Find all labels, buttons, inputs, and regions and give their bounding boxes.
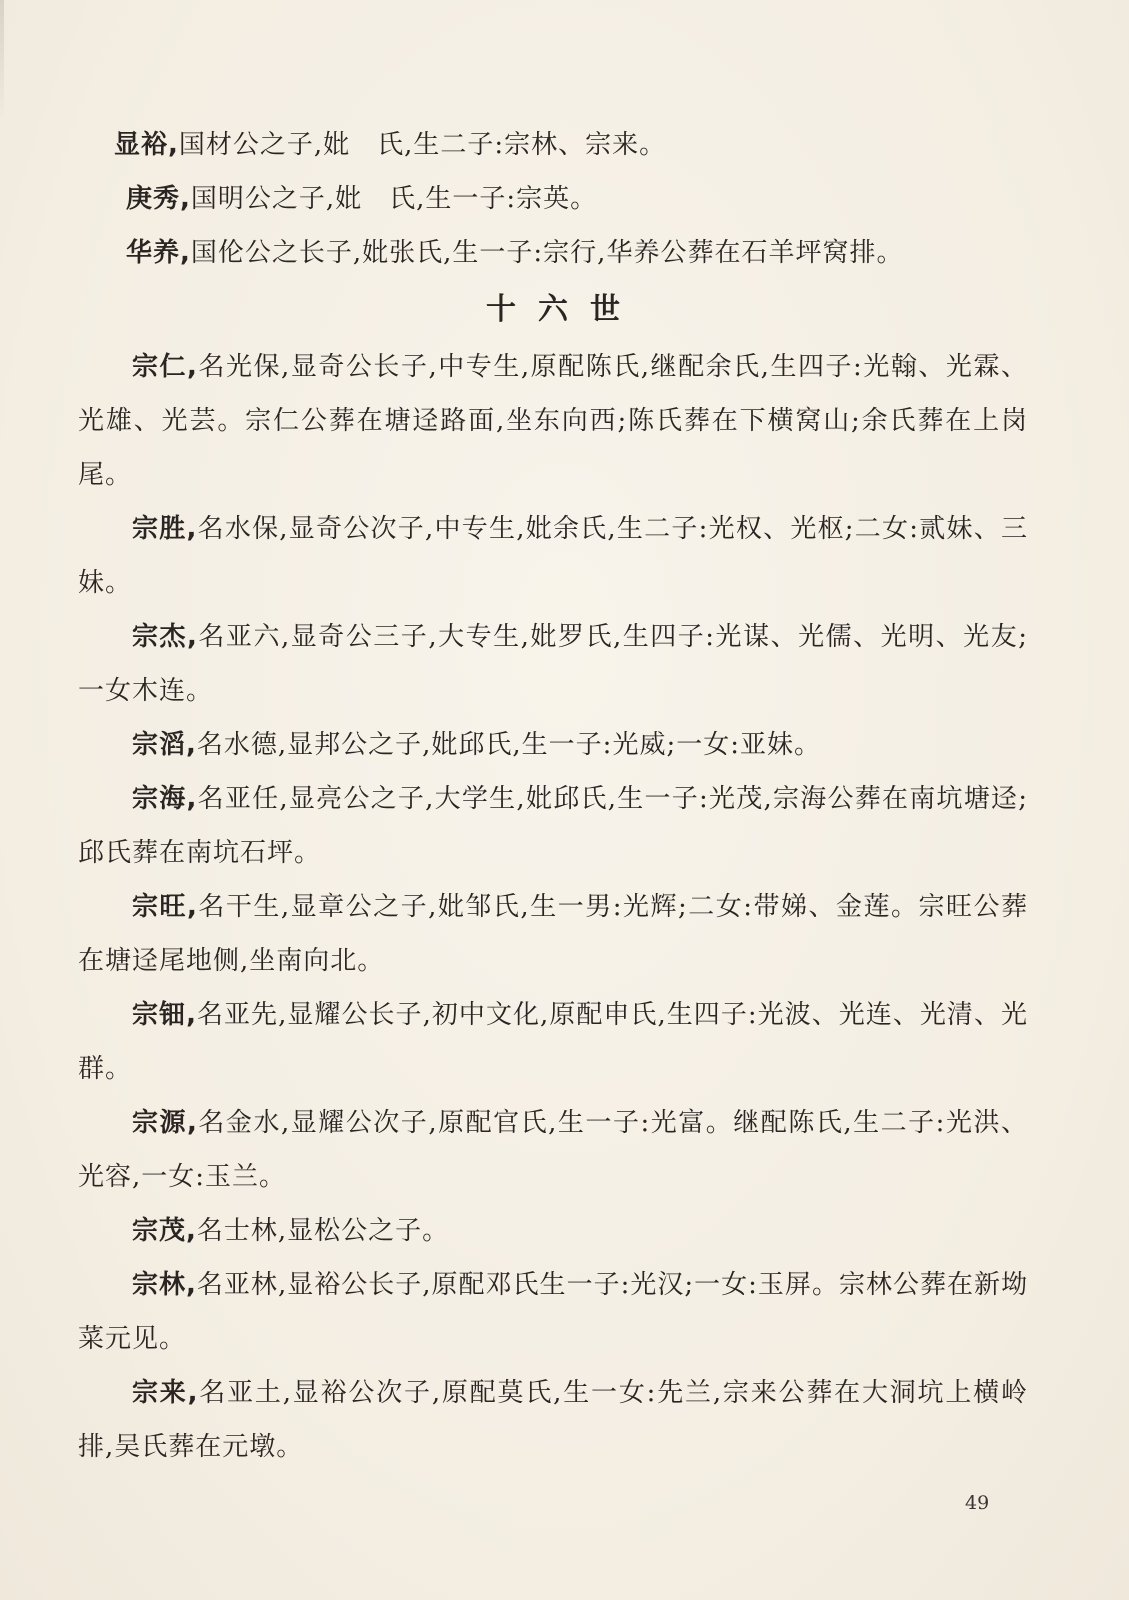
entry-name: 宗滔,	[132, 730, 197, 760]
entry-name: 庚秀,	[126, 184, 191, 214]
entry-name: 华养,	[126, 238, 191, 268]
genealogy-entry	[78, 610, 1028, 718]
sixteenth-generation-entries	[78, 340, 1028, 1474]
entry-text: 名亚任,显亮公之子,大学生,妣邱氏,生一子:光茂,宗海公葬在南坑塘迳;邱氏葬在南坑石坪。	[78, 784, 1028, 868]
entry-name: 宗钿,	[132, 1000, 197, 1030]
genealogy-entry	[78, 772, 1028, 880]
entry-name: 宗胜,	[132, 514, 198, 544]
entry-text: 国材公之子,妣 氏,生二子:宗林、宗来。	[178, 130, 667, 160]
entry-text: 名亚先,显耀公长子,初中文化,原配申氏,生四子:光波、光连、光清、光群。	[78, 1000, 1028, 1084]
genealogy-entry	[78, 718, 1028, 772]
genealogy-entry	[78, 988, 1028, 1096]
entry-text: 名士林,显松公之子。	[196, 1216, 450, 1246]
entry-text: 名干生,显章公之子,妣邹氏,生一男:光辉;二女:带娣、金莲。宗旺公葬在塘迳尾地侧,坐南向北。	[78, 892, 1028, 976]
entry-name: 宗源,	[132, 1108, 198, 1138]
genealogy-entry	[78, 880, 1028, 988]
entry-text: 名水德,显邦公之子,妣邱氏,生一子:光威;一女:亚妹。	[196, 730, 821, 760]
entry-text: 国明公之子,妣 氏,生一子:宗英。	[190, 184, 598, 214]
page-content	[78, 118, 1028, 1474]
genealogy-entry	[78, 1366, 1028, 1474]
entry-text: 国伦公之长子,妣张氏,生一子:宗行,华养公葬在石羊坪窝排。	[190, 238, 904, 268]
entry-name: 宗茂,	[132, 1216, 197, 1246]
entry-name: 宗旺,	[132, 892, 198, 922]
genealogy-entry	[78, 226, 1028, 280]
entry-text: 名光保,显奇公长子,中专生,原配陈氏,继配余氏,生四子:光翰、光霖、光雄、光芸。宗仁公葬在塘迳路面,坐东向西;陈氏葬在下横窝山;余氏葬在上岗尾。	[78, 352, 1028, 490]
entry-text: 名水保,显奇公次子,中专生,妣余氏,生二子:光权、光枢;二女:贰妹、三妹。	[78, 514, 1028, 598]
genealogy-entry	[78, 1096, 1028, 1204]
entry-text: 名金水,显耀公次子,原配官氏,生一子:光富。继配陈氏,生二子:光洪、光容,一女:玉兰。	[78, 1108, 1028, 1192]
genealogy-entry	[78, 172, 1028, 226]
entry-name: 宗仁,	[132, 352, 198, 382]
previous-generation-entries	[78, 118, 1028, 280]
entry-text: 名亚土,显裕公次子,原配莫氏,生一女:先兰,宗来公葬在大洞坑上横岭排,吴氏葬在元墩。	[78, 1378, 1028, 1462]
genealogy-entry	[78, 502, 1028, 610]
entry-text: 名亚六,显奇公三子,大专生,妣罗氏,生四子:光谋、光儒、光明、光友;一女木连。	[78, 622, 1028, 706]
genealogy-entry	[78, 118, 1028, 172]
genealogy-entry	[78, 1204, 1028, 1258]
entry-name: 宗林,	[132, 1270, 197, 1300]
entry-name: 宗海,	[132, 784, 198, 814]
entry-name: 宗杰,	[132, 622, 198, 652]
genealogy-entry	[78, 1258, 1028, 1366]
entry-text: 名亚林,显裕公长子,原配邓氏生一子:光汉;一女:玉屏。宗林公葬在新坳菜元见。	[78, 1270, 1028, 1354]
scan-edge-shadow	[0, 0, 4, 120]
section-title: 十六世	[486, 292, 642, 327]
page-number: 49	[965, 1492, 990, 1514]
entry-name: 显裕,	[114, 130, 179, 160]
entry-name: 宗来,	[132, 1378, 199, 1408]
genealogy-entry	[78, 340, 1028, 502]
